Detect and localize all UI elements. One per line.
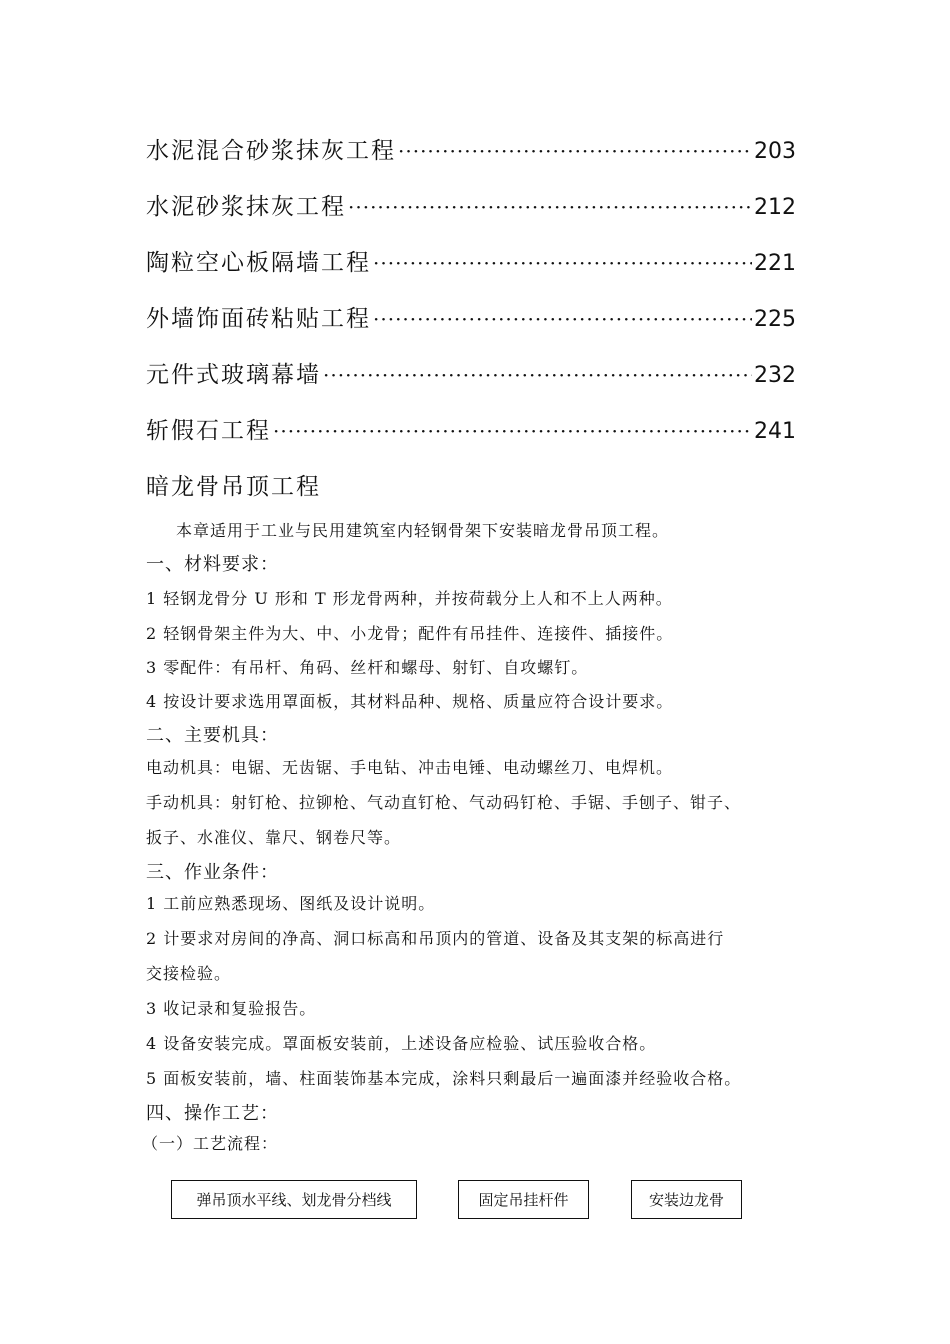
section-heading: 三、作业条件： [146, 862, 279, 883]
list-item: 电动机具：电锯、无齿锯、手电钻、冲击电锤、电动螺丝刀、电焊机。 [146, 758, 674, 777]
toc-leader [398, 139, 752, 163]
list-item: 手动机具：射钉枪、拉铆枪、气动直钉枪、气动码钉枪、手锯、手刨子、钳子、 [146, 793, 742, 812]
toc-entry[interactable] [146, 244, 796, 278]
toc-page-number: 212 [754, 195, 796, 220]
list-item: 扳子、水准仪、靠尺、钢卷尺等。 [146, 828, 402, 847]
toc-title: 斩假石工程 [146, 418, 271, 444]
toc-title: 陶粒空心板隔墙工程 [146, 250, 371, 276]
list-item: 3 收记录和复验报告。 [146, 999, 317, 1018]
toc-page-number: 225 [754, 307, 796, 332]
toc-page-number: 203 [754, 139, 796, 164]
toc-entry[interactable] [146, 300, 796, 334]
intro-paragraph: 本章适用于工业与民用建筑室内轻钢骨架下安装暗龙骨吊顶工程。 [176, 521, 670, 540]
flow-step: 弹吊顶水平线、划龙骨分档线 [171, 1180, 417, 1219]
toc-page-number: 241 [754, 419, 796, 444]
toc-entry[interactable] [146, 188, 796, 222]
section-heading: 二、主要机具： [146, 725, 279, 746]
toc-entry[interactable] [146, 412, 796, 446]
sub-heading: （一）工艺流程： [142, 1134, 279, 1153]
toc-leader [373, 307, 752, 331]
toc-entry[interactable] [146, 132, 796, 166]
list-item: 1 轻钢龙骨分 U 形和 T 形龙骨两种，并按荷载分上人和不上人两种。 [146, 589, 673, 608]
list-item: 5 面板安装前，墙、柱面装饰基本完成，涂料只剩最后一遍面漆并经验收合格。 [146, 1069, 742, 1088]
chapter-title: 暗龙骨吊顶工程 [146, 474, 321, 500]
list-item: 1 工前应熟悉现场、图纸及设计说明。 [146, 894, 436, 913]
toc-leader [323, 363, 752, 387]
toc-entry[interactable] [146, 356, 796, 390]
section-heading: 一、材料要求： [146, 554, 279, 575]
list-item: 4 按设计要求选用罩面板，其材料品种、规格、质量应符合设计要求。 [146, 692, 674, 711]
list-item: 2 轻钢骨架主件为大、中、小龙骨；配件有吊挂件、连接件、插接件。 [146, 624, 674, 643]
list-item: 交接检验。 [146, 964, 232, 983]
toc-leader [348, 195, 752, 219]
toc-page-number: 221 [754, 251, 796, 276]
section-heading: 四、操作工艺： [146, 1103, 279, 1124]
toc-page-number: 232 [754, 363, 796, 388]
toc-title: 外墙饰面砖粘贴工程 [146, 306, 371, 332]
toc-title: 水泥混合砂浆抹灰工程 [146, 138, 396, 164]
list-item: 2 计要求对房间的净高、洞口标高和吊顶内的管道、设备及其支架的标高进行 [146, 929, 725, 948]
flow-step: 固定吊挂杆件 [458, 1180, 589, 1219]
toc-leader [373, 251, 752, 275]
toc-leader [273, 419, 752, 443]
list-item: 4 设备安装完成。罩面板安装前，上述设备应检验、试压验收合格。 [146, 1034, 657, 1053]
list-item: 3 零配件：有吊杆、角码、丝杆和螺母、射钉、自攻螺钉。 [146, 658, 589, 677]
toc-title: 水泥砂浆抹灰工程 [146, 194, 346, 220]
toc-title: 元件式玻璃幕墙 [146, 362, 321, 388]
flow-step: 安装边龙骨 [631, 1180, 742, 1219]
